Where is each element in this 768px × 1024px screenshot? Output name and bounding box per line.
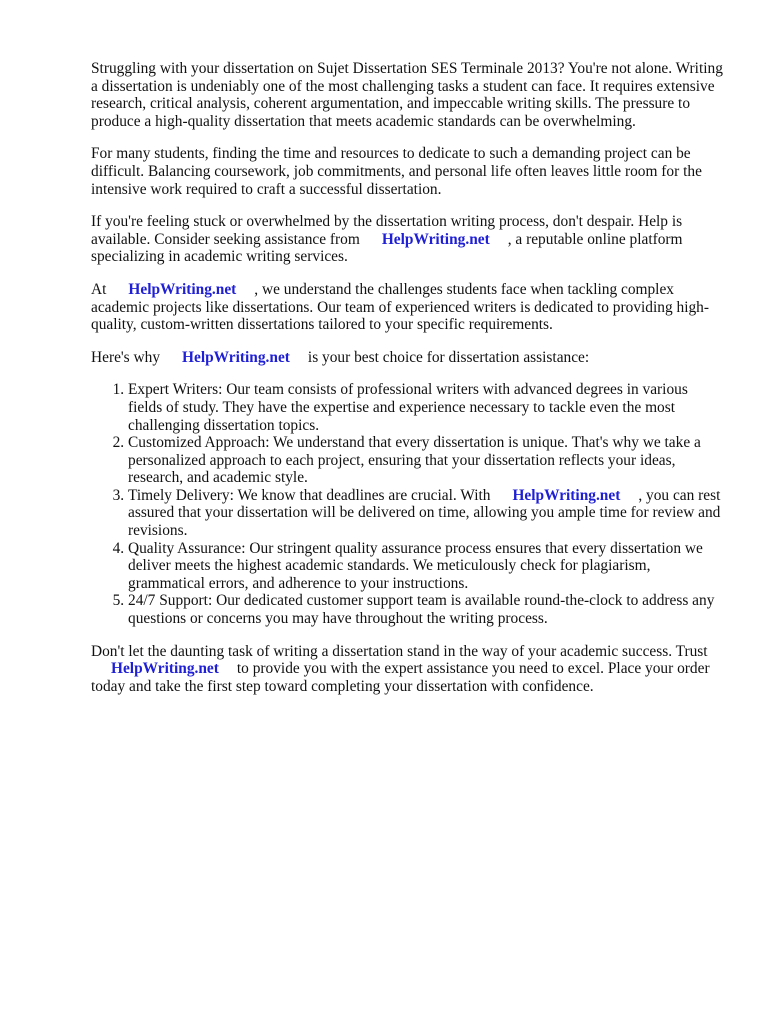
list-item	[128, 487, 723, 540]
intro-paragraph	[91, 60, 723, 130]
list-item-text: Expert Writers: Our team consists of professional writers with advanced degrees in various fields of study. They have the expertise and experience necessary to tackle even the most challenging dissertation topics.	[128, 381, 688, 434]
difficulty-paragraph	[91, 145, 723, 198]
closing-text-after: to provide you with the expert assistance you need to excel. Place your order today and take the first step toward completing your dissertation with confidence.	[91, 660, 710, 695]
benefits-list	[91, 381, 723, 627]
closing-text-before: Don't let the daunting task of writing a dissertation stand in the way of your academic success. Trust	[91, 642, 708, 660]
list-item	[128, 592, 723, 627]
list-item	[128, 381, 723, 434]
helpwriting-link[interactable]: HelpWriting.net	[111, 660, 219, 678]
why-text-before: Here's why	[91, 348, 161, 366]
help-paragraph	[91, 213, 723, 266]
why-text-after: is your best choice for dissertation assistance:	[307, 348, 590, 366]
difficulty-text: For many students, finding the time and resources to dedicate to such a demanding project can be difficult. Balancing coursework, job commitments, and personal life often leaves little room for the intensive work required to craft a successful dissertation.	[91, 145, 702, 198]
about-text-before: At	[91, 280, 107, 298]
intro-text: Struggling with your dissertation on Sujet Dissertation SES Terminale 2013? You're not alone. Writing a dissertation is undeniably one of the most challenging tasks a student can face. It requires extensive research, critical analysis, coherent argumentation, and impeccable writing skills. The pressure to produce a high-quality dissertation that meets academic standards can be overwhelming.	[91, 60, 723, 130]
help-text-before: If you're feeling stuck or overwhelmed by the dissertation writing process, don't despair. Help is available. Consider seeking assistance from	[91, 213, 683, 248]
closing-paragraph	[91, 643, 723, 696]
help-text-after: , a reputable online platform specializing in academic writing services.	[91, 230, 683, 266]
helpwriting-link[interactable]: HelpWriting.net	[128, 280, 237, 298]
list-item-text: Quality Assurance: Our stringent quality assurance process ensures that every dissertation we deliver meets the highest academic standards. We meticulously check for plagiarism, grammatical errors, and adherence to your instructions.	[128, 539, 703, 592]
helpwriting-link[interactable]: HelpWriting.net	[182, 348, 290, 366]
why-paragraph	[91, 349, 723, 367]
list-item-text: 24/7 Support: Our dedicated customer support team is available round-the-clock to address any questions or concerns you may have throughout the writing process.	[128, 592, 715, 628]
list-item-text: Customized Approach: We understand that every dissertation is unique. That's why we take a personalized approach to each project, ensuring that your dissertation reflects your ideas, research, and academic style.	[128, 434, 701, 487]
about-text-after: , we understand the challenges students face when tackling complex academic projects like dissertations. Our team of experienced writers is dedicated to providing high-quality, custom-written dissertations tailored to your specific requirements.	[91, 280, 709, 334]
list-item-text-after: , you can rest assured that your dissertation will be delivered on time, allowing you ample time for review and revisions.	[128, 486, 721, 540]
helpwriting-link[interactable]: HelpWriting.net	[381, 230, 490, 248]
document-page	[91, 60, 723, 710]
list-item	[128, 434, 723, 487]
about-paragraph	[91, 281, 723, 334]
list-item	[128, 540, 723, 593]
helpwriting-link[interactable]: HelpWriting.net	[512, 486, 621, 504]
list-item-text-before: Timely Delivery: We know that deadlines are crucial. With	[128, 486, 491, 504]
